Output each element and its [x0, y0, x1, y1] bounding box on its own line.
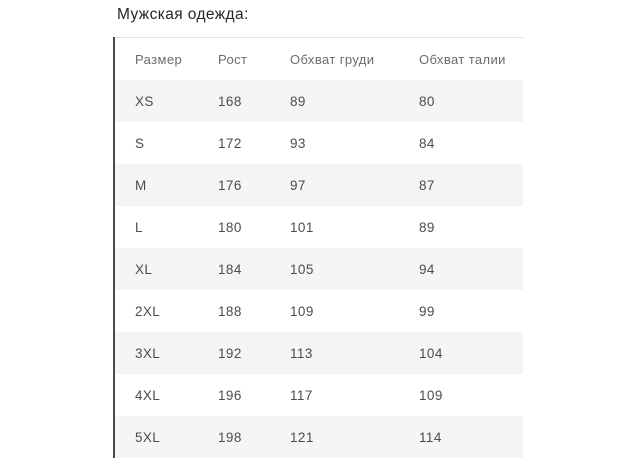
table-row: [114, 290, 523, 332]
height-cell: 184: [218, 261, 242, 277]
header-row: [114, 38, 523, 81]
size-cell: S: [135, 135, 145, 151]
table-row: [114, 206, 523, 248]
size-table-body: [114, 80, 523, 458]
table-row: [114, 164, 523, 206]
size-table: [113, 37, 523, 458]
chest-cell: 93: [290, 135, 306, 151]
height-cell: 180: [218, 219, 242, 235]
waist-cell: 80: [419, 93, 435, 109]
size-cell: 5XL: [135, 429, 161, 445]
waist-cell: 87: [419, 177, 435, 193]
size-cell: L: [135, 219, 143, 235]
table-row: [114, 122, 523, 164]
chest-cell: 105: [290, 261, 314, 277]
height-cell: 188: [218, 303, 242, 319]
size-cell: 2XL: [135, 303, 161, 319]
column-header-waist: Обхват талии: [419, 51, 506, 67]
waist-cell: 114: [419, 429, 442, 445]
table-row: [114, 374, 523, 416]
column-header-chest: Обхват груди: [290, 51, 375, 67]
waist-cell: 94: [419, 261, 435, 277]
size-cell: 3XL: [135, 345, 161, 361]
waist-cell: 109: [419, 387, 443, 403]
table-row: [114, 332, 523, 374]
column-header-size: Размер: [135, 51, 183, 67]
chest-cell: 113: [290, 345, 313, 361]
waist-cell: 89: [419, 219, 435, 235]
chest-cell: 117: [290, 387, 313, 403]
waist-cell: 104: [419, 345, 443, 361]
chest-cell: 89: [290, 93, 306, 109]
height-cell: 172: [218, 135, 242, 151]
waist-cell: 84: [419, 135, 435, 151]
height-cell: 198: [218, 429, 242, 445]
chest-cell: 97: [290, 177, 306, 193]
chest-cell: 101: [290, 219, 314, 235]
height-cell: 168: [218, 93, 242, 109]
table-row: [114, 80, 523, 122]
waist-cell: 99: [419, 303, 435, 319]
chest-cell: 109: [290, 303, 314, 319]
height-cell: 192: [218, 345, 242, 361]
size-cell: M: [135, 177, 147, 193]
table-row: [114, 248, 523, 290]
table-row: [114, 416, 523, 458]
column-header-height: Рост: [218, 51, 248, 67]
size-cell: 4XL: [135, 387, 161, 403]
size-cell: XL: [135, 261, 153, 277]
height-cell: 176: [218, 177, 242, 193]
page-title: Мужская одежда:: [117, 6, 249, 23]
height-cell: 196: [218, 387, 242, 403]
size-cell: XS: [135, 93, 154, 109]
size-table-header: [114, 38, 523, 81]
chest-cell: 121: [290, 429, 314, 445]
